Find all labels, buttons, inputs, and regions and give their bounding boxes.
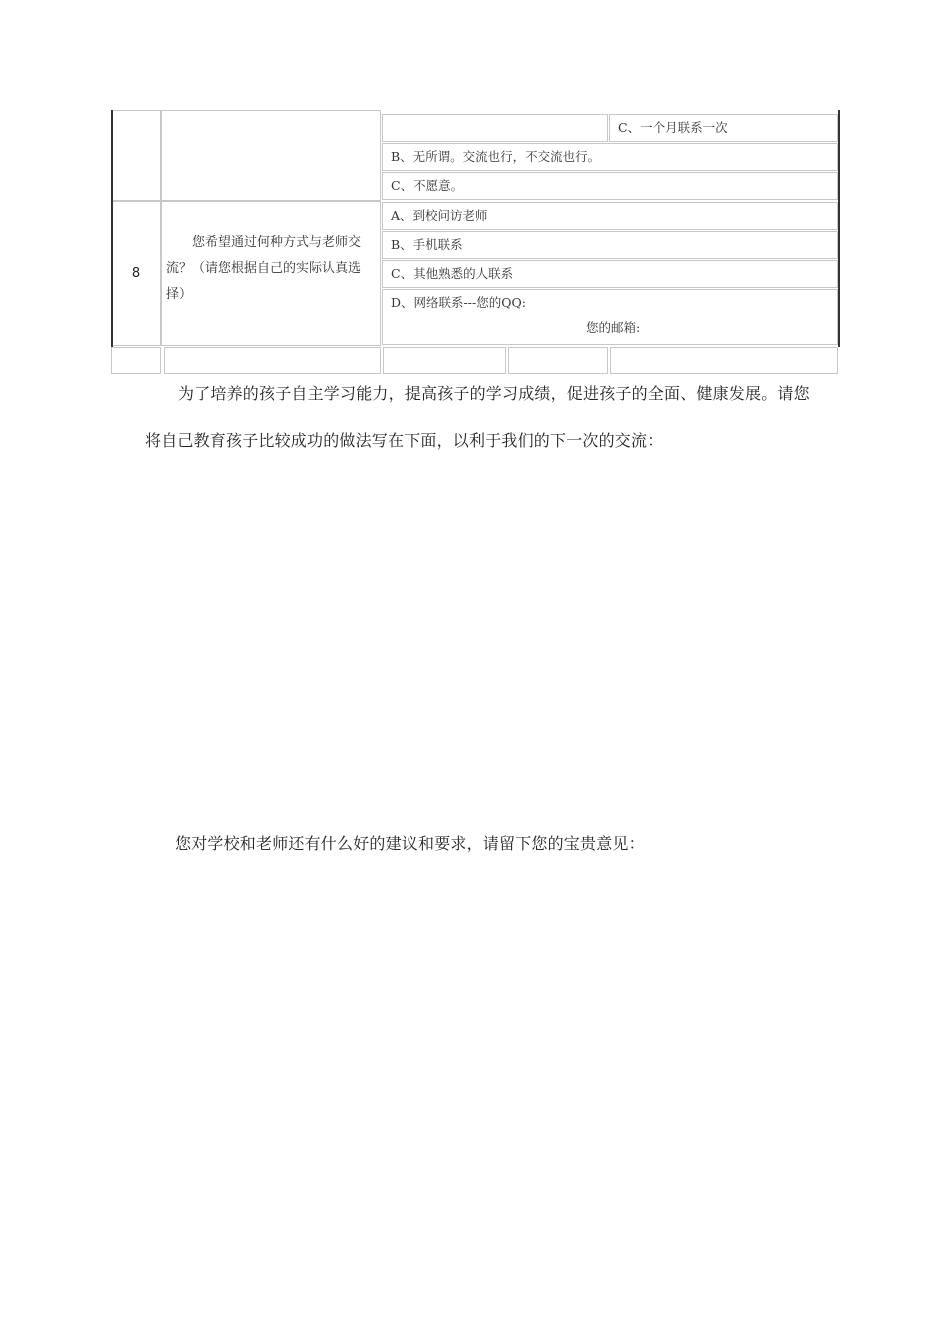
question-text: 您希望通过何种方式与老师交流？（请您根据自己的实际认真选择） [166, 235, 362, 302]
intro-line-2: 将自己教育孩子比较成功的做法写在下面，以利于我们的下一次的交流： [145, 431, 664, 450]
option-text: A、到校问访老师 [391, 208, 488, 223]
table-border-left [111, 110, 113, 347]
table-cell-option-a [382, 202, 838, 230]
table-cell-empty [111, 347, 161, 374]
table-cell-empty [610, 347, 838, 374]
option-text: B、无所谓。交流也行，不交流也行。 [391, 149, 601, 164]
option-text: D、网络联系---您的QQ: [391, 295, 526, 310]
question-text-cell [161, 201, 381, 346]
email-label: 您的邮箱: [586, 320, 641, 335]
table-cell-prev-number [111, 110, 161, 201]
table-cell-prev-option-empty [382, 114, 608, 142]
question-number-cell [111, 201, 161, 346]
table-cell-empty [508, 347, 608, 374]
table-cell-option-b [382, 231, 838, 259]
table-border-right [838, 110, 840, 347]
intro-line-1: 为了培养的孩子自主学习能力，提高孩子的学习成绩，促进孩子的全面、健康发展。请您 [178, 384, 810, 403]
table-cell-prev-option-c2 [382, 172, 838, 200]
question-number: 8 [131, 266, 141, 281]
option-text: C、不愿意。 [391, 178, 464, 193]
option-text: B、手机联系 [391, 237, 463, 252]
table-cell-prev-option-b [382, 143, 838, 171]
table-cell-prev-option-c [609, 114, 838, 142]
table-cell-empty [164, 347, 381, 374]
table-cell-option-d [382, 289, 838, 345]
table-cell-prev-question [161, 110, 381, 201]
suggestion-line: 您对学校和老师还有什么好的建议和要求，请留下您的宝贵意见： [175, 834, 645, 853]
option-text: C、其他熟悉的人联系 [391, 266, 514, 281]
table-cell-option-c [382, 260, 838, 288]
table-cell-empty [383, 347, 506, 374]
option-text: C、一个月联系一次 [618, 120, 728, 135]
questionnaire-table [111, 110, 839, 375]
